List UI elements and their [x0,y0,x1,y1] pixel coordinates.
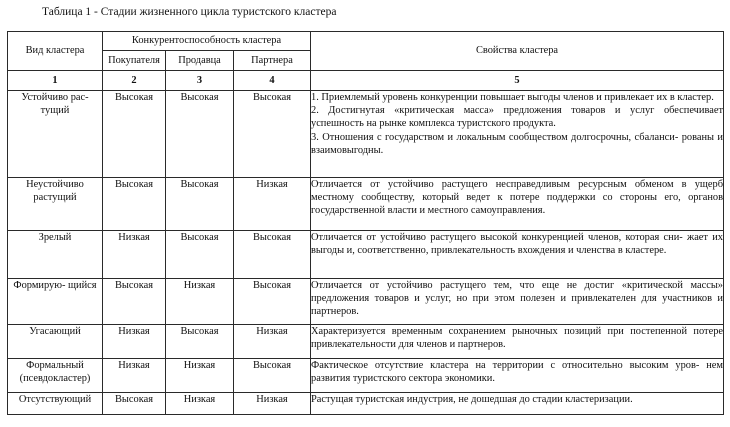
property-point-1: 1. Приемлемый уровень конкуренции повышает выгоды членов и привлекает их в кластер. [311,92,714,103]
lifecycle-table [7,31,724,415]
property-text: Растущая туристская индустрия, не дошедшая до стадии кластеризации. [311,394,633,405]
header-cluster-type: Вид кластера [8,32,103,71]
buyer-level-cell: Высокая [103,91,166,178]
cluster-type-cell: Формирую- щийся [8,279,103,325]
seller-level-cell: Низкая [166,359,234,393]
buyer-level-cell: Низкая [103,231,166,279]
partner-level-cell: Высокая [234,91,311,178]
column-number-4: 4 [234,71,311,91]
column-number-5: 5 [311,71,724,91]
table-row [8,279,724,325]
cluster-type-cell: Зрелый [8,231,103,279]
property-text: Фактическое отсутствие кластера на территории с относительно высоким уров- нем развития туристского сектора экономики. [311,360,723,385]
properties-cell [311,91,724,178]
properties-cell [311,393,724,415]
header-properties: Свойства кластера [311,32,724,71]
table-row [8,91,724,178]
header-partner: Партнера [234,51,311,71]
table-row [8,393,724,415]
partner-level-cell: Низкая [234,393,311,415]
property-text: Отличается от устойчиво растущего высокой конкуренцией членов, которая сни- жает их выгоды и, соответственно, привлекательность вхождения и членства в кластере. [311,232,723,257]
seller-level-cell: Низкая [166,279,234,325]
cluster-type-cell: Неустойчиво растущий [8,178,103,231]
partner-level-cell: Высокая [234,359,311,393]
header-competitiveness: Конкурентоспособность кластера [103,32,311,51]
partner-level-cell: Высокая [234,279,311,325]
seller-level-cell: Высокая [166,231,234,279]
table-caption: Таблица 1 - Стадии жизненного цикла туристского кластера [42,6,337,18]
header-buyer: Покупателя [103,51,166,71]
cluster-type-cell: Угасающий [8,325,103,359]
column-number-3: 3 [166,71,234,91]
properties-cell [311,178,724,231]
buyer-level-cell: Высокая [103,279,166,325]
cluster-type-cell: Формальный (псевдокластер) [8,359,103,393]
seller-level-cell: Высокая [166,178,234,231]
table-row [8,359,724,393]
cluster-type-cell: Отсутствующий [8,393,103,415]
properties-cell [311,325,724,359]
partner-level-cell: Низкая [234,325,311,359]
partner-level-cell: Высокая [234,231,311,279]
buyer-level-cell: Высокая [103,178,166,231]
property-text: Отличается от устойчиво растущего несправедливым ресурсным обменом в ущерб местному сообществу, который ведет к потере поддержки со стороны его, органов государственной власти и местного самоуправления. [311,179,723,217]
column-number-1: 1 [8,71,103,91]
properties-cell [311,279,724,325]
seller-level-cell: Высокая [166,91,234,178]
property-point-3: 3. Отношения с государством и локальным сообществом долгосрочны, сбаланси- рованы и взаимовыгодны. [311,131,723,156]
seller-level-cell: Низкая [166,393,234,415]
buyer-level-cell: Низкая [103,325,166,359]
table-row [8,325,724,359]
buyer-level-cell: Низкая [103,359,166,393]
seller-level-cell: Высокая [166,325,234,359]
properties-cell [311,231,724,279]
cluster-type-cell: Устойчиво рас- тущий [8,91,103,178]
partner-level-cell: Низкая [234,178,311,231]
table-row [8,231,724,279]
buyer-level-cell: Высокая [103,393,166,415]
header-seller: Продавца [166,51,234,71]
properties-cell [311,359,724,393]
column-number-2: 2 [103,71,166,91]
table-row [8,178,724,231]
property-text: Характеризуется временным сохранением рыночных позиций при постепенной потере привлекательности для членов и партнеров. [311,326,723,351]
property-point-2: 2. Достигнутая «критическая масса» предложения товаров и услуг обеспечивает успешность на рынке комплекса туристского продукта. [311,105,723,130]
property-text: Отличается от устойчиво растущего тем, что еще не достиг «критической массы» предложения товаров и услуг, но при этом полезен и привлекателен для участников и партнеров. [311,280,723,318]
